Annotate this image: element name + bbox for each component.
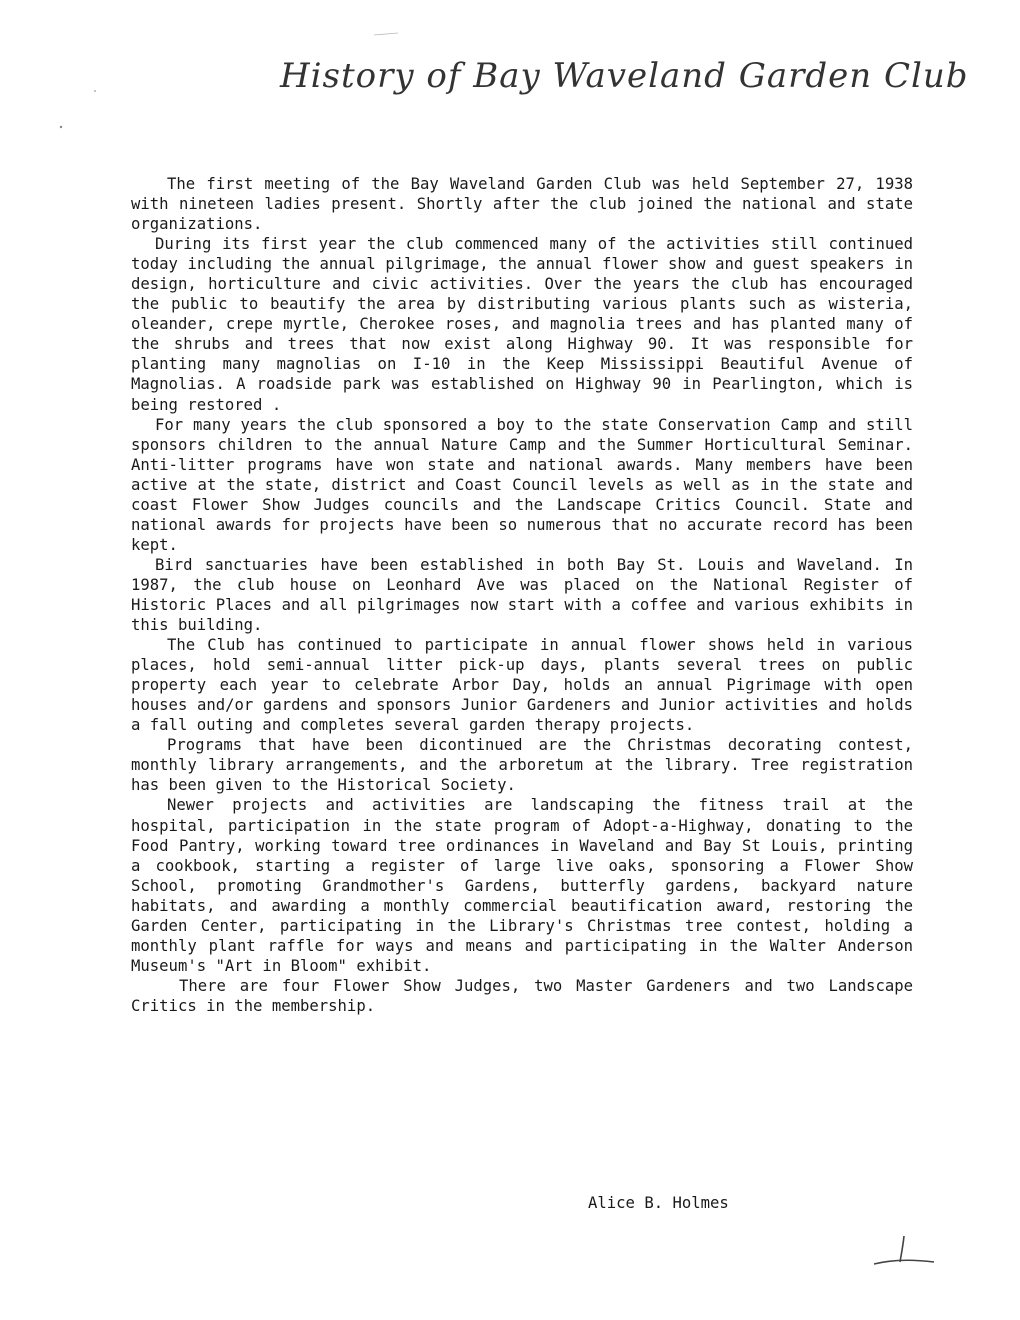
handwritten-mark-icon (870, 1232, 940, 1272)
paragraph: The first meeting of the Bay Waveland Garden Club was held September 27, 1938 with nineteen ladies present. Shortly after the club joined the national and state organizations. (131, 175, 913, 234)
handwritten-title (280, 52, 969, 112)
paragraph: For many years the club sponsored a boy to the state Conservation Camp and still sponsors children to the annual Nature Camp and the Summer Horticultural Seminar. Anti-litter programs have won state and national awards. Many members have been active at the state, district and Coast Council levels as well as in the state and coast Flower Show Judges councils and the Landscape Critics Council. State and national awards for projects have been so numerous that no accurate record has been kept. (131, 415, 913, 554)
paragraph: There are four Flower Show Judges, two Master Gardeners and two Landscape Critics in the membership. (131, 976, 913, 1015)
scan-speck-icon (372, 30, 402, 38)
paragraph: Bird sanctuaries have been established in both Bay St. Louis and Waveland. In 1987, the club house on Leonhard Ave was placed on the National Register of Historic Places and all pilgrimages now start with a coffee and various exhibits in this building. (131, 555, 913, 635)
scan-speck-icon (92, 88, 98, 94)
paragraph: Programs that have been dicontinued are the Christmas decorating contest, monthly library arrangements, and the arboretum at the library. Tree registration has been given to the Historical Society. (131, 736, 913, 795)
paragraph: Newer projects and activities are landscaping the fitness trail at the hospital, participation in the state program of Adopt-a-Highway, donating to the Food Pantry, working toward tree ordinances in Waveland and Bay St Louis, printing a cookbook, starting a register of large live oaks, sponsoring a Flower Show School, promoting Grandmother's Gardens, butterfly gardens, backyard nature habitats, and awarding a monthly commercial beautification award, restoring the Garden Center, participating in the Library's Christmas tree contest, holding a monthly plant raffle for ways and means and participating in the Walter Anderson Museum's "Art in Bloom" exhibit. (131, 796, 913, 975)
paragraph: The Club has continued to participate in annual flower shows held in various places, hold semi-annual litter pick-up days, plants several trees on public property each year to celebrate Arbor Day, holds an annual Pigrimage with open houses and/or gardens and sponsors Junior Gardeners and Junior activities and holds a fall outing and completes several garden therapy projects. (131, 636, 913, 735)
paragraph: During its first year the club commenced many of the activities still continued today including the annual pilgrimage, the annual flower show and guest speakers in design, horticulture and civic activities. Over the years the club has encouraged the public to beautify the area by distributing various plants such as wisteria, oleander, crepe myrtle, Cherokee roses, and magnolia trees and has planted many of the shrubs and trees that now exist along Highway 90. It was responsible for planting many magnolias on I-10 in the Keep Mississippi Beautiful Avenue of Magnolias. A roadside park was established on Highway 90 in Pearlington, which is being restored . (131, 235, 913, 414)
title-text: History of Bay Waveland Garden Club (280, 56, 969, 96)
document-body (131, 174, 913, 1016)
scan-speck-icon (58, 124, 64, 130)
signature: Alice B. Holmes (588, 1194, 729, 1212)
